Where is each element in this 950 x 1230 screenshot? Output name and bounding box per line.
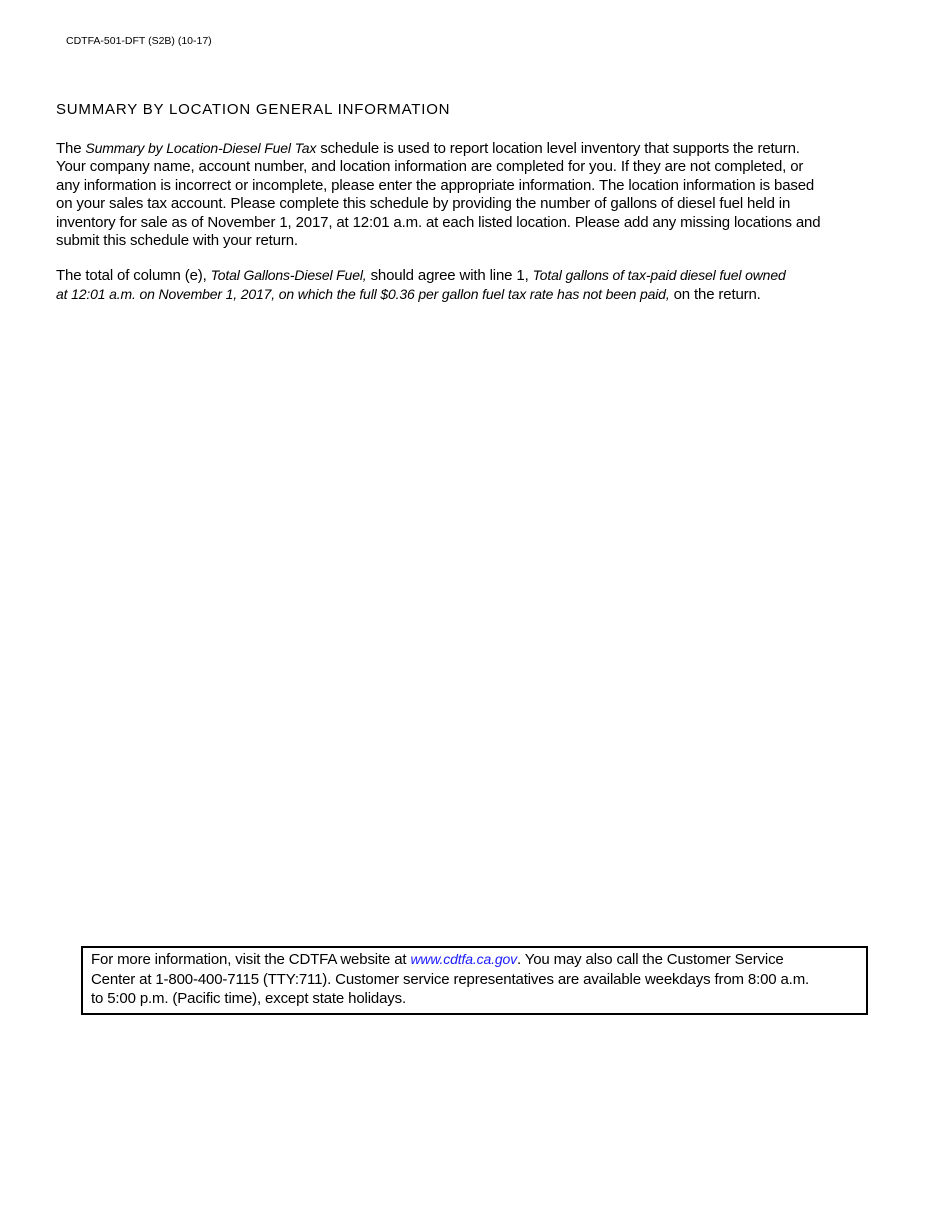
total-column-paragraph [56, 266, 786, 305]
text: should agree with line 1, [366, 267, 533, 284]
text: The total of column (e), [56, 267, 211, 284]
text: submit this schedule with your return. [56, 232, 298, 250]
text: For more information, visit the CDTFA website at [91, 951, 411, 968]
text: The [56, 140, 86, 157]
schedule-title: Summary by Location-Diesel Fuel Tax [85, 140, 317, 156]
general-info-paragraph [56, 139, 820, 250]
text: on the return. [669, 286, 761, 304]
text: to 5:00 p.m. (Pacific time), except state holidays. [91, 990, 406, 1007]
contact-info-box [81, 946, 868, 1015]
cdtfa-website-link[interactable]: www.cdtfa.ca.gov [410, 951, 517, 967]
text: Your company name, account number, and location information are completed for you. If they are not completed, or [56, 158, 804, 176]
text: Center at 1-800-400-7115 (TTY:711). Customer service representatives are available weekdays from 8:00 a.m. [91, 970, 810, 988]
text: inventory for sale as of November 1, 2017, at 12:01 a.m. at each listed location. Please add any missing locations and [56, 213, 821, 231]
text: . You may also call the Customer Service [516, 951, 784, 968]
text: any information is incorrect or incomplete, please enter the appropriate information. The location information is based [56, 176, 815, 194]
form-number: CDTFA-501-DFT (S2B) (10-17) [66, 35, 212, 47]
line-title: at 12:01 a.m. on November 1, 2017, on which the full $0.36 per gallon fuel tax rate has not been paid, [56, 286, 670, 303]
column-title: Total Gallons-Diesel Fuel, [210, 267, 367, 283]
text: schedule is used to report location level inventory that supports the return. [316, 140, 800, 157]
text: on your sales tax account. Please complete this schedule by providing the number of gallons of diesel fuel held in [56, 195, 791, 213]
section-heading: SUMMARY BY LOCATION GENERAL INFORMATION [56, 101, 451, 118]
line-title: Total gallons of tax-paid diesel fuel owned [532, 267, 786, 283]
